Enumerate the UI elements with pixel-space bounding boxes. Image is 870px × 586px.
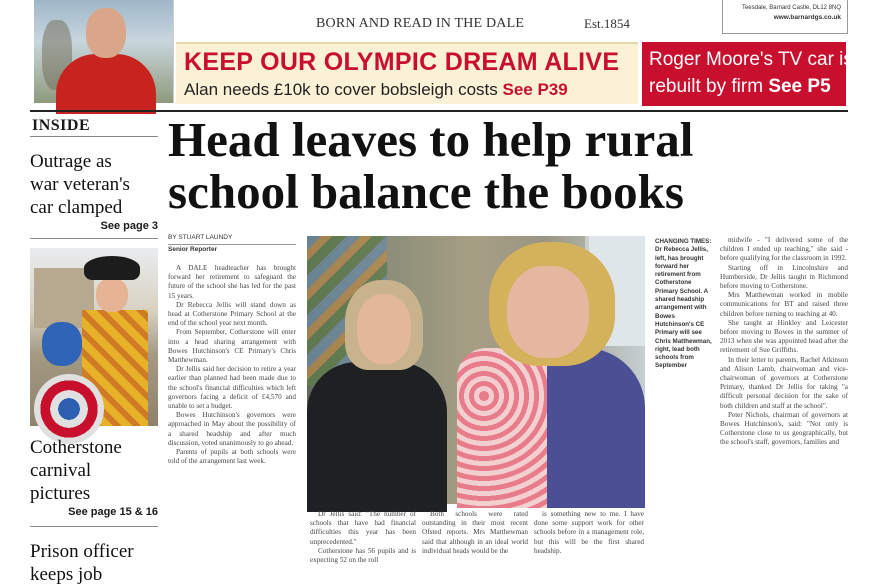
inside-label: INSIDE [32, 117, 91, 134]
byline-role: Senior Reporter [168, 246, 218, 253]
red-teaser-page-ref: See P5 [768, 76, 831, 97]
article-column-5: midwife - "I delivered some of the children I ended up teaching," she said - before qualifying for the classroom in 1992. Starting off in Lincolnshire and Humberside, Dr Jellis taught in Richmond before moving to Cotherstone. Mrs Matthewman worked in mobile communications for BT and raised three children before turning to teaching at 40. She taught at Hinkley and Leicester before moving to Bowes in the summer of 2013 when she was appointed head after the retirement of Sue Griffiths. In their letter to parents, Rachel Atkinson and Alison Lamb, chairwoman and vice-chairwoman of governors at Cotherstone Primary, thanked Dr Jellis for taking "a difficult personal decision for the sake of both children and staff at the school". Peter Nichols, chairman of governors at Bowes Hutchinson's, said: "Not only is Cotherstone close to us geographically, but the school's staff, governors, families and [720, 236, 848, 447]
red-teaser-line1: Roger Moore's TV car is [649, 49, 853, 70]
sidebar-item-veteran-ref[interactable]: See page 3 [100, 220, 158, 232]
byline: BY STUART LAUNDY [168, 234, 233, 241]
website[interactable]: www.barnardgs.co.uk [773, 14, 841, 21]
address: Teesdale, Barnard Castle, DL12 8NQ [741, 5, 841, 11]
photo-caption: CHANGING TIMES: Dr Rebecca Jellis, left, has brought forward her retirement from Cotherstone Primary School. A shared headship arrangement with Bowes Hutchinson's CE Primary will see Chris Matthewman, right, lead both schools from September [655, 238, 712, 370]
carnival-photo [30, 248, 158, 426]
red-teaser-line2: rebuilt by firm See P5 [649, 76, 831, 97]
sidebar-item-veteran[interactable]: Outrage as war veteran's car clamped [30, 151, 130, 218]
established-date: Est.1854 [584, 16, 630, 31]
promo-title: KEEP OUR OLYMPIC DREAM ALIVE [184, 48, 620, 76]
article-column-1: A DALE headteacher has brought forward her retirement to safeguard the future of the school she has led for the past 15 years. Dr Rebecca Jellis will stand down as head at Cotherstone Primary School at the end of the school year next month. From September, Cotherstone will enter into a head sharing arrangement with Bowes Hutchinson's CE Primary's Chris Matthewman. Dr Jellis said her decision to retire a year earlier than planned had been made due to the school's financial difficulties which left governors facing a deficit of £4,570 and unable to set a budget. Bowes Hutchinson's governors were approached in May about the possibility of a shared headship and after much discussion, voted unanimously to go ahead. Parents of pupils at both schools were told of the arrangement last week. [168, 264, 296, 466]
tagline: BORN AND READ IN THE DALE [316, 16, 525, 31]
masthead-photo [34, 0, 174, 103]
sidebar-item-prison[interactable]: Prison officer keeps job [30, 541, 134, 585]
promo-subtitle: Alan needs £10k to cover bobsleigh costs See P39 [184, 80, 568, 99]
article-column-3: Both schools were rated outstanding in their most recent Ofsted reports. Mrs Matthewman said that although in an ideal world individual heads would be the [422, 510, 528, 555]
promo-bar[interactable] [176, 42, 638, 104]
promo-page-ref: See P39 [502, 80, 568, 99]
article-column-2: Dr Jellis said: "The number of schools that have had financial difficulties this year has been unprecedented." Cotherstone has 56 pupils and is expecting 52 on the roll [310, 510, 416, 565]
address-box [722, 0, 848, 34]
article-photo [307, 236, 645, 504]
inside-sidebar [30, 114, 160, 585]
article-headline[interactable]: Head leaves to help rural school balance the books [168, 112, 694, 219]
red-teaser-box[interactable] [642, 42, 853, 106]
sidebar-item-carnival[interactable]: Cotherstone carnival pictures [30, 437, 122, 504]
masthead-logo [540, 0, 710, 4]
article-column-4: is something new to me. I have done some support work for other schools before in a management role, but this will be the first shared headship. [534, 510, 644, 555]
sidebar-item-carnival-ref[interactable]: See page 15 & 16 [68, 506, 158, 518]
